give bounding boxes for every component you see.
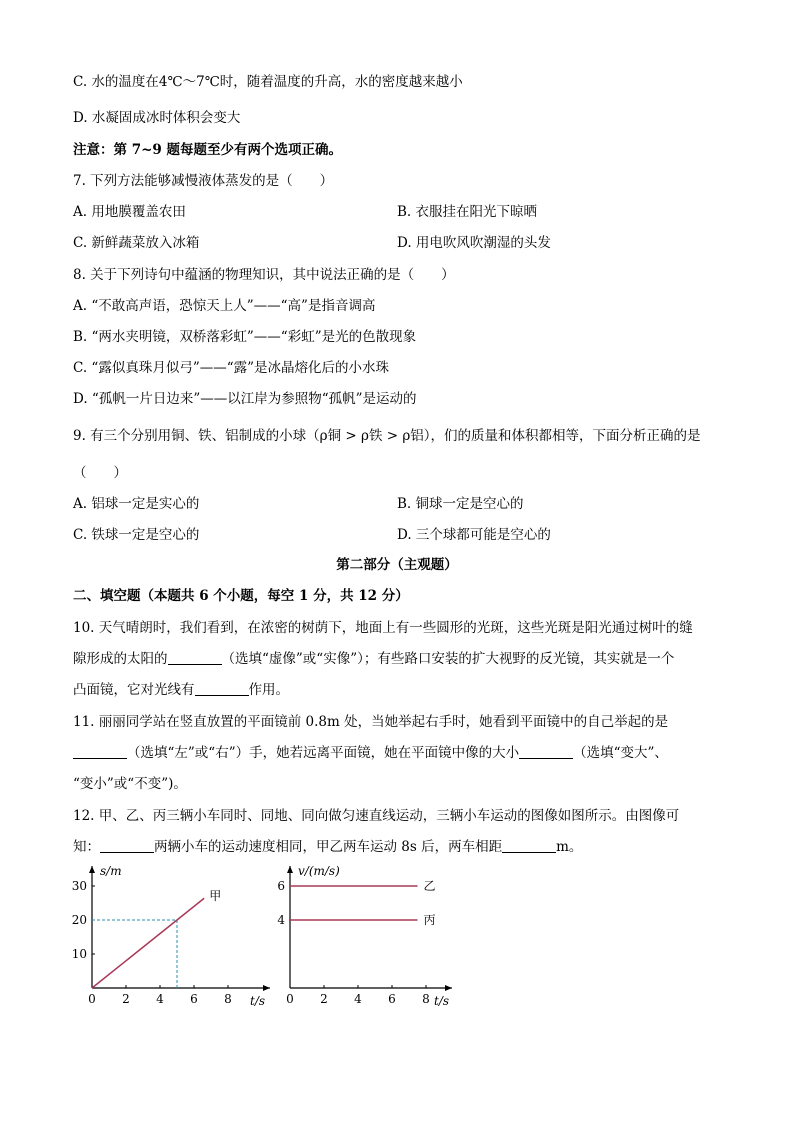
y-tick-label: 30 [71,879,87,893]
q11-line2 [73,744,668,762]
q8-option-a: A. “不敢高声语，恐惊天上人”——“高”是指音调高 [73,298,376,314]
q10-text-c: 凸面镜，它对光线有 [73,682,195,698]
x-tick-label: 2 [122,992,130,1006]
q12-text-c: m。 [556,839,583,855]
q11-line3: “变小”或“不变”)。 [73,776,187,792]
q7-option-a: A. 用地膜覆盖农田 [73,204,186,220]
x-axis-label: t/s [434,994,450,1008]
y-tick-label: 4 [277,913,285,927]
y-axis-label: s/m [100,864,122,878]
series-line-jia [92,898,204,988]
series-label-jia: 甲 [209,889,222,904]
q10-blank-1[interactable] [168,650,222,665]
question-7: 7. 下列方法能够减慢液体蒸发的是（ ） [73,173,334,189]
x-tick-label: 2 [320,992,328,1006]
q7-option-d: D. 用电吹风吹潮湿的头发 [397,235,551,251]
q9-parentheses: （ ） [73,465,127,481]
q12-blank-2[interactable] [502,838,556,853]
question-8: 8. 关于下列诗句中蕴涵的物理知识，其中说法正确的是（ ） [73,267,455,283]
y-axis-label: v/(m/s) [298,864,340,878]
q12-line2 [73,838,582,856]
option-7c-water-line: C. 水的温度在4℃～7℃时，随着温度的升高，水的密度越来越小 [73,74,463,90]
y-axis-arrow [89,866,95,873]
note-multiple-choice: 注意：第 7~9 题每题至少有两个选项正确。 [73,142,342,158]
x-tick-label: 4 [156,992,164,1006]
y-tick-label: 6 [277,879,285,893]
x-tick-label: 0 [286,992,294,1006]
section-two-heading: 二、填空题（本题共 6 个小题，每空 1 分，共 12 分） [73,588,409,604]
part-two-heading: 第二部分（主观题） [336,557,458,573]
series-label-bing: 丙 [423,913,436,927]
q11-line1: 11. 丽丽同学站在竖直放置的平面镜前 0.8m 处，当她举起右手时，她看到平面镜中的自己举起的是 [73,714,669,730]
q9-option-a: A. 铝球一定是实心的 [73,496,200,512]
q11-text-a: （选填“左”或“右”）手，她若远离平面镜，她在平面镜中像的大小 [127,745,520,761]
option-d-freeze-line: D. 水凝固成冰时体积会变大 [73,110,241,126]
series-label-yi: 乙 [423,879,436,893]
x-axis-label: t/s [250,994,266,1008]
q9-option-c: C. 铁球一定是空心的 [73,527,200,543]
q8-option-b: B. “两水夹明镜，双桥落彩虹”——“彩虹”是光的色散现象 [73,329,417,345]
x-tick-label: 8 [422,992,430,1006]
q9-option-d: D. 三个球都可能是空心的 [397,527,551,543]
x-axis-arrow [445,985,452,991]
q11-text-b: （选填“变大”、 [573,745,668,761]
question-9: 9. 有三个分别用铜、铁、铝制成的小球（ρ铜 > ρ铁 > ρ铝），们的质量和体积都相等，下面分析正确的是 [73,428,701,444]
q8-option-c: C. “露似真珠月似弓”——“露”是冰晶熔化后的小水珠 [73,360,390,376]
x-tick-label: 6 [190,992,198,1006]
x-tick-label: 0 [88,992,96,1006]
q10-text-b: （选填“虚像”或“实像”）；有些路口安装的扩大视野的反光镜，其实就是一个 [221,651,675,667]
q10-text-d: 作用。 [248,682,289,698]
x-tick-label: 8 [224,992,232,1006]
y-tick-label: 10 [71,947,87,961]
y-axis-arrow [287,866,293,873]
q8-option-d: D. “孤帆一片日边来”——以江岸为参照物“孤帆”是运动的 [73,391,417,407]
q10-line3 [73,681,289,699]
q10-line1: 10. 天气晴朗时，我们看到，在浓密的树荫下，地面上有一些圆形的光斑，这些光斑是阳光通过树叶的缝 [73,620,693,636]
x-tick-label: 6 [388,992,396,1006]
q11-blank-1[interactable] [73,744,127,759]
q7-option-b: B. 衣服挂在阳光下晾晒 [397,204,538,220]
q12-line1: 12. 甲、乙、丙三辆小车同时、同地、同向做匀速直线运动，三辆小车运动的图像如图所示。由图像可 [73,808,680,824]
v-t-graph [262,858,462,1008]
x-tick-label: 4 [354,992,362,1006]
q12-text-a: 知： [73,839,100,855]
q9-option-b: B. 铜球一定是空心的 [397,496,524,512]
q12-blank-1[interactable] [100,838,154,853]
y-tick-label: 20 [71,913,87,927]
q12-text-b: 两辆小车的运动速度相同，甲乙两车运动 8s 后，两车相距 [154,839,503,855]
q11-blank-2[interactable] [519,744,573,759]
q7-option-c: C. 新鲜蔬菜放入冰箱 [73,235,200,251]
q10-text-a: 隙形成的太阳的 [73,651,168,667]
s-t-graph [60,858,280,1008]
q10-line2 [73,650,674,668]
q10-blank-2[interactable] [195,681,249,696]
